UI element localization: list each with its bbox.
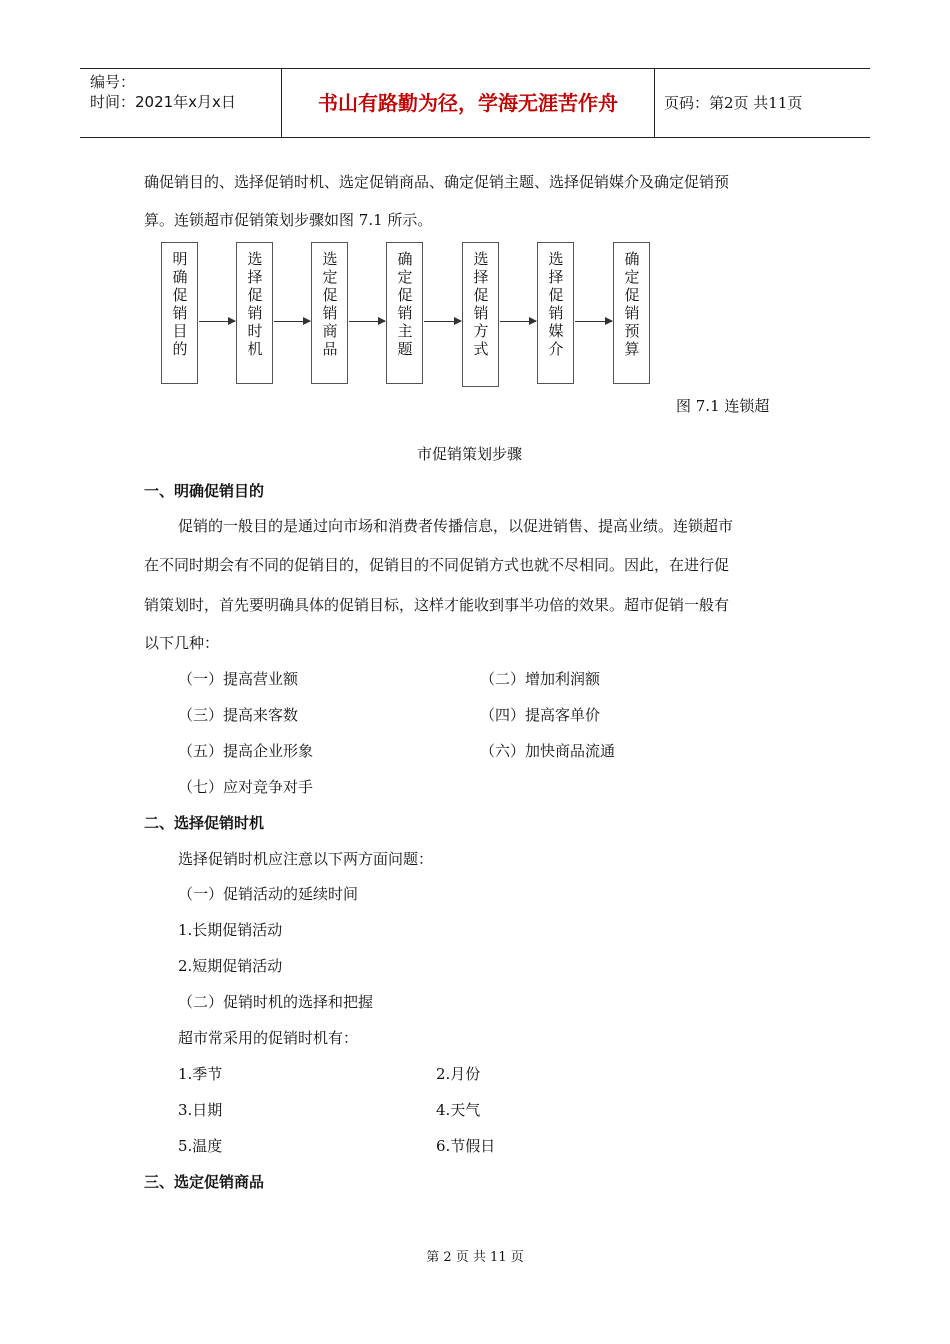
flow-step: 选择促销媒介	[537, 242, 574, 384]
header-time: 时间：2021年x月x日	[90, 93, 236, 111]
list-item: （七）应对竞争对手	[178, 778, 314, 796]
list-item: 4.天气	[436, 1101, 481, 1119]
paragraph-line: 选择促销时机应注意以下两方面问题：	[178, 850, 434, 868]
paragraph-line: 在不同时期会有不同的促销目的，促销目的不同促销方式也就不尽相同。因此，在进行促	[144, 556, 730, 574]
flow-arrow	[424, 321, 461, 322]
header-motto: 书山有路勤为径，学海无涯苦作舟	[318, 91, 618, 115]
flow-arrow	[575, 321, 612, 322]
flow-step: 选定促销商品	[311, 242, 348, 384]
list-item: 3.日期	[178, 1101, 223, 1119]
list-item: 5.温度	[178, 1137, 223, 1155]
figure-caption: 市促销策划步骤	[417, 445, 523, 463]
intro-line: 算。连锁超市促销策划步骤如图 7.1 所示。	[144, 211, 433, 229]
sub-heading: （二）促销时机的选择和把握	[178, 993, 374, 1011]
sub-heading: （一）促销活动的延续时间	[178, 885, 359, 903]
flow-step: 确定促销主题	[386, 242, 423, 384]
paragraph-line: 超市常采用的促销时机有：	[178, 1029, 359, 1047]
flow-step: 选择促销方式	[462, 242, 499, 387]
list-item: 1.季节	[178, 1065, 223, 1083]
list-item: （六）加快商品流通	[480, 742, 616, 760]
header-divider	[654, 69, 655, 137]
header-page-info: 页码：第2页 共11页	[664, 94, 803, 112]
list-item: 1.长期促销活动	[178, 921, 283, 939]
flow-step: 明确促销目的	[161, 242, 198, 384]
flow-arrow	[199, 321, 235, 322]
list-item: 2.月份	[436, 1065, 481, 1083]
flow-arrow	[274, 321, 310, 322]
list-item: （三）提高来客数	[178, 706, 299, 724]
header-meta	[90, 72, 236, 112]
list-item: （一）提高营业额	[178, 670, 299, 688]
header-number: 编号：	[90, 73, 136, 91]
list-item: 2.短期促销活动	[178, 957, 283, 975]
paragraph-line: 促销的一般目的是通过向市场和消费者传播信息，以促进销售、提高业绩。连锁超市	[178, 517, 734, 535]
section-heading: 二、选择促销时机	[144, 814, 265, 832]
section-heading: 三、选定促销商品	[144, 1173, 265, 1191]
flow-step: 确定促销预算	[613, 242, 650, 384]
flow-arrow	[349, 321, 385, 322]
paragraph-line: 以下几种：	[144, 634, 220, 652]
list-item: （四）提高客单价	[480, 706, 601, 724]
page-footer: 第 2 页 共 11 页	[426, 1250, 524, 1265]
list-item: （二）增加利润额	[480, 670, 601, 688]
paragraph-line: 销策划时，首先要明确具体的促销目标，这样才能收到事半功倍的效果。超市促销一般有	[144, 596, 730, 614]
figure-caption: 图 7.1 连锁超	[676, 397, 770, 415]
list-item: （五）提高企业形象	[178, 742, 314, 760]
page-header	[80, 68, 870, 138]
flow-arrow	[500, 321, 536, 322]
intro-line: 确促销目的、选择促销时机、选定促销商品、确定促销主题、选择促销媒介及确定促销预	[144, 173, 730, 191]
list-item: 6.节假日	[436, 1137, 496, 1155]
section-heading: 一、明确促销目的	[144, 482, 265, 500]
flow-step: 选择促销时机	[236, 242, 273, 384]
